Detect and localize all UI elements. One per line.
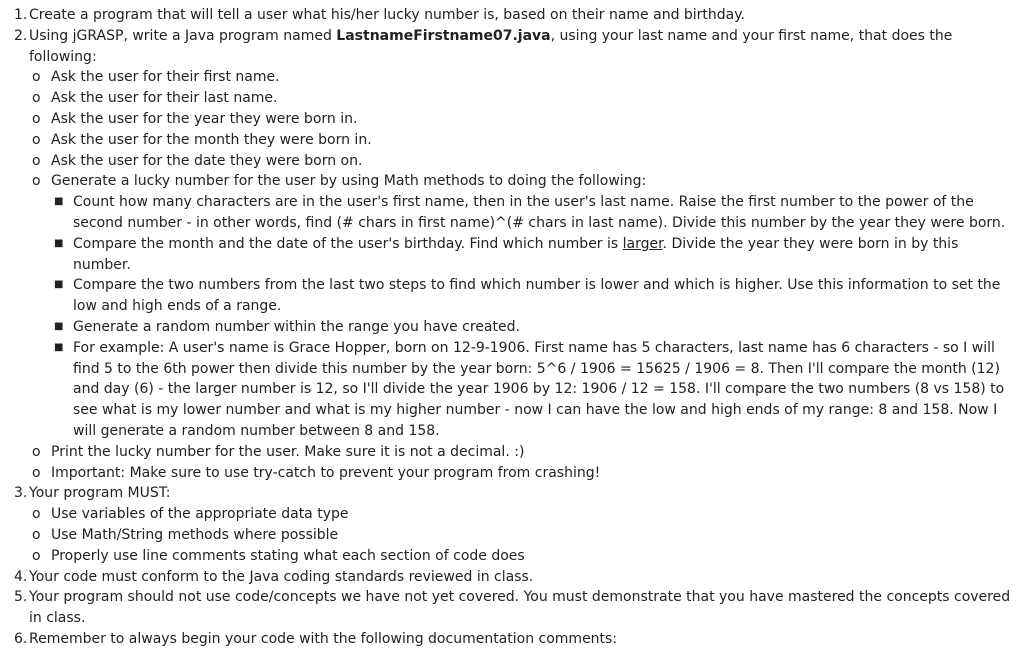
circle-bullet-icon: o	[32, 506, 41, 523]
sub-item-text: Print the lucky number for the user. Make sure it is not a decimal. :)	[51, 443, 525, 460]
step-item	[51, 338, 1016, 442]
sub-item	[29, 504, 1016, 525]
sub-list	[29, 67, 1016, 483]
circle-bullet-icon: o	[32, 131, 41, 148]
item-text: Your code must conform to the Java coding standards reviewed in class.	[29, 568, 534, 585]
sub-item	[29, 171, 1016, 441]
item-text: Create a program that will tell a user what his/her lucky number is, based on their name and birthday.	[29, 7, 746, 23]
circle-bullet-icon: o	[32, 443, 41, 460]
step-list	[51, 192, 1016, 442]
step-item	[51, 234, 1016, 276]
sub-item-text: Use Math/String methods where possible	[51, 526, 339, 543]
square-bullet-icon: ■	[54, 320, 64, 332]
list-item-3	[14, 483, 1016, 566]
step-text-pre: Compare the month and the date of the user's birthday. Find which number is	[73, 235, 623, 252]
item-text: Your program MUST:	[29, 485, 171, 502]
sub-item-text: Properly use line comments stating what each section of code does	[51, 547, 525, 564]
list-item-1	[14, 5, 1016, 26]
sub-item	[29, 67, 1016, 88]
sub-item-text: Use variables of the appropriate data type	[51, 506, 349, 523]
circle-bullet-icon: o	[32, 173, 41, 190]
program-filename: LastnameFirstname07.java	[336, 27, 551, 44]
step-text: For example: A user's name is Grace Hopper, born on 12-9-1906. First name has 5 characters, last name has 6 characters - so I will find 5 to the 6th power then divide this number by the year born: 5^6 / 1906 = 15625 / 1906 = 8. Then I'll compare the month (12) and day (6) - the larger number is 12, so I'll divide the year 1906 by 12: 1906 / 12 = 158. I'll compare the two numbers (8 vs 158) to see what is my lower number and what is my higher number - now I can have the low and high ends of my range: 8 and 158. Now I will generate a random number between 8 and 158.	[73, 339, 1005, 439]
sub-item	[29, 463, 1016, 484]
step-text: Compare the two numbers from the last two steps to find which number is lower and which is higher. Use this information to set the low and high ends of a range.	[73, 277, 1001, 315]
sub-item-text: Ask the user for their first name.	[51, 69, 280, 86]
circle-bullet-icon: o	[32, 110, 41, 127]
underlined-word: larger	[622, 235, 663, 252]
instruction-list	[14, 5, 1016, 650]
sub-item	[29, 546, 1016, 567]
item-number: 3.	[14, 485, 28, 502]
sub-item	[29, 151, 1016, 172]
list-item-5	[14, 587, 1016, 629]
step-text-post: . Divide the year they were born in by this number.	[73, 235, 959, 273]
item-number: 4.	[14, 568, 28, 585]
sub-list	[29, 504, 1016, 566]
sub-item	[29, 130, 1016, 151]
item-number: 2.	[14, 27, 28, 44]
sub-item	[29, 442, 1016, 463]
step-item	[51, 317, 1016, 338]
circle-bullet-icon: o	[32, 464, 41, 481]
list-item-6	[14, 629, 1016, 650]
item-text: Your program should not use code/concepts we have not yet covered. You must demonstrate that you have mastered the concepts covered in class.	[29, 589, 1011, 627]
circle-bullet-icon: o	[32, 152, 41, 169]
circle-bullet-icon: o	[32, 526, 41, 543]
square-bullet-icon: ■	[54, 196, 64, 208]
item-text-pre: Using jGRASP, write a Java program named	[29, 27, 337, 44]
item-text: Remember to always begin your code with the following documentation comments:	[29, 630, 618, 647]
sub-item-text: Important: Make sure to use try-catch to prevent your program from crashing!	[51, 464, 601, 481]
list-item-4	[14, 567, 1016, 588]
square-bullet-icon: ■	[54, 237, 64, 249]
step-item	[51, 275, 1016, 317]
item-number: 5.	[14, 589, 28, 606]
item-number: 6.	[14, 630, 28, 647]
sub-item-text: Ask the user for the date they were born on.	[51, 152, 363, 169]
step-text: Generate a random number within the range you have created.	[73, 318, 520, 335]
sub-item	[29, 88, 1016, 109]
sub-item-text: Ask the user for the month they were born in.	[51, 131, 372, 148]
item-number: 1.	[14, 7, 28, 23]
square-bullet-icon: ■	[54, 279, 64, 291]
list-item-2	[14, 26, 1016, 484]
sub-item-text: Ask the user for the year they were born in.	[51, 110, 358, 127]
circle-bullet-icon: o	[32, 547, 41, 564]
sub-item-text: Generate a lucky number for the user by using Math methods to doing the following:	[51, 173, 647, 190]
circle-bullet-icon: o	[32, 90, 41, 107]
circle-bullet-icon: o	[32, 69, 41, 86]
sub-item	[29, 525, 1016, 546]
sub-item	[29, 109, 1016, 130]
square-bullet-icon: ■	[54, 341, 64, 353]
step-item	[51, 192, 1016, 234]
sub-item-text: Ask the user for their last name.	[51, 90, 278, 107]
item-text-post: , using your last name and your first name, that does the following:	[29, 27, 953, 65]
step-text: Count how many characters are in the user's first name, then in the user's last name. Raise the first number to the power of the second number - in other words, find (# chars in first name)^(# chars in last name). Divide this number by the year they were born.	[73, 194, 1006, 231]
